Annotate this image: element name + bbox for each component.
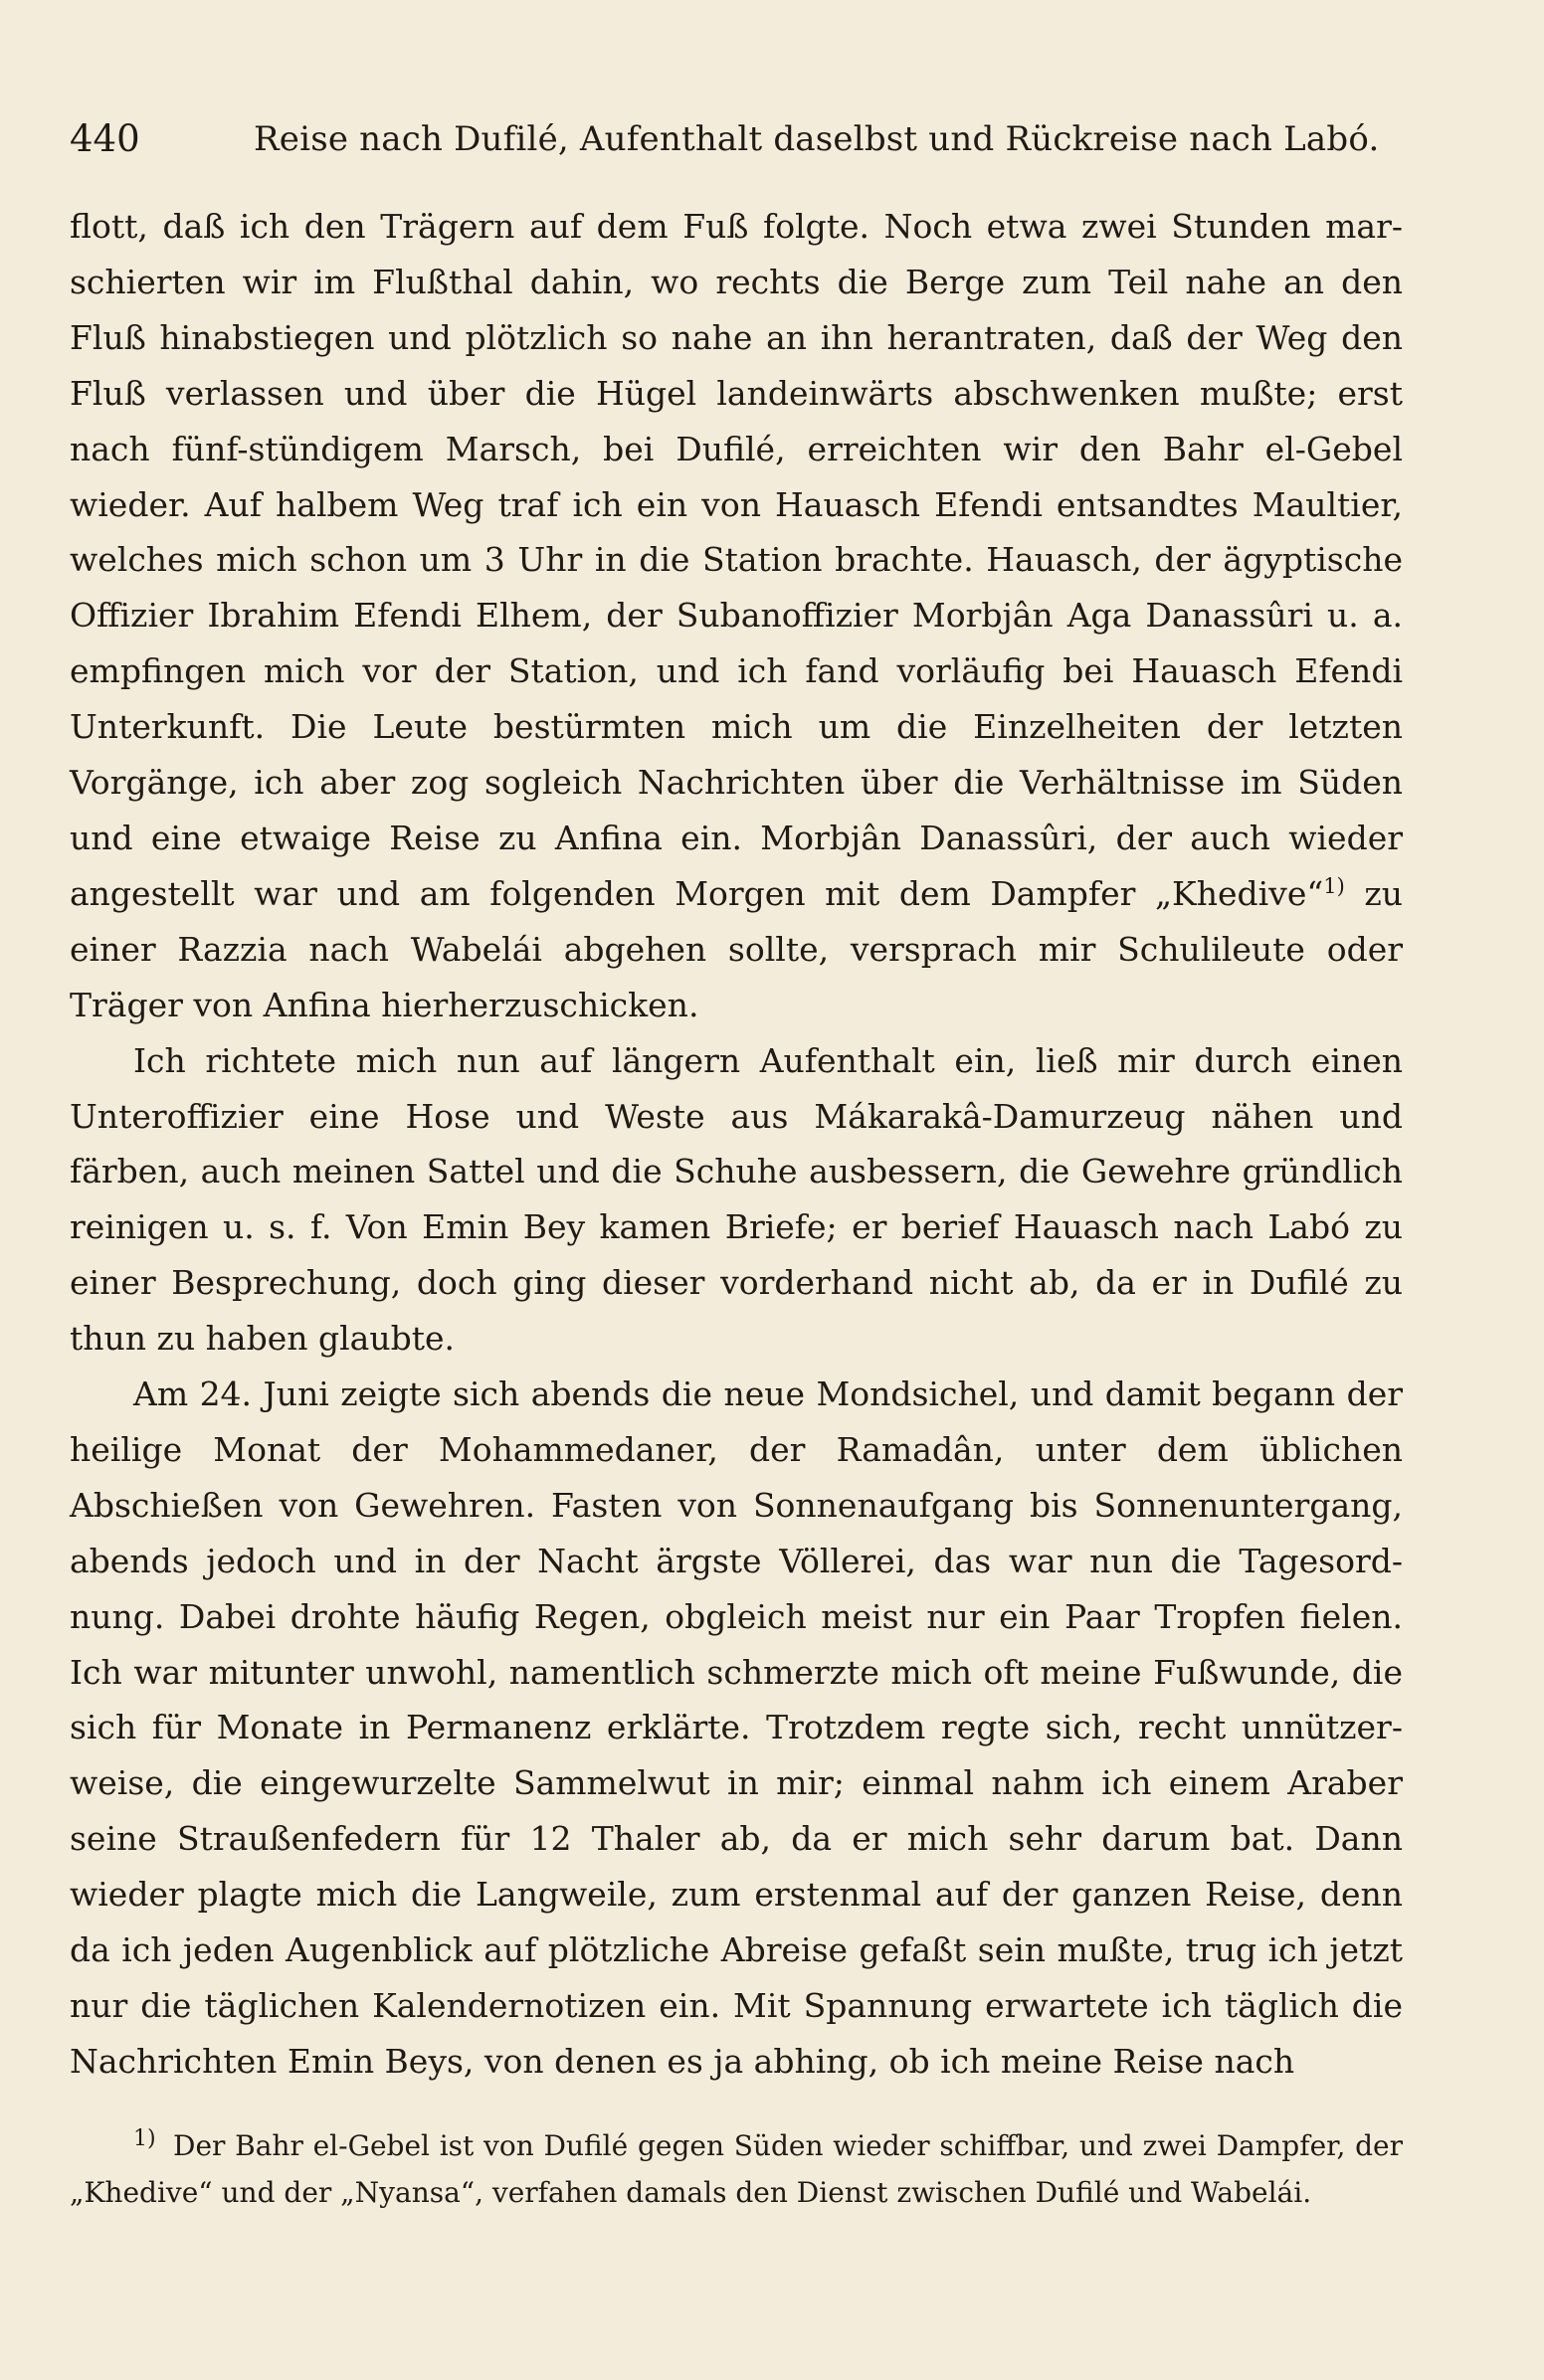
body-text xyxy=(70,199,1403,2090)
footnote-text: Der Bahr el-Gebel ist von Dufilé gegen Süden wieder schiffbar, und zwei Dampfer, der „Khedive“ und der „Nyansa“, verfahen damals den Dienst zwischen Dufilé und Wabelái. xyxy=(70,2129,1403,2209)
footnotes xyxy=(70,2123,1403,2216)
footnote-1: 1) Der Bahr el-Gebel ist von Dufilé gegen Süden wieder schiffbar, und zwei Dampfer, der „Khedive“ und der „Nyansa“, verfahen damals den Dienst zwischen Dufilé und Wabelái. xyxy=(70,2125,1403,2209)
running-head: Reise nach Dufilé, Aufenthalt daselbst und Rückreise nach Labó. xyxy=(254,119,1380,159)
paragraph-2: Ich richtete mich nun auf längern Aufenthalt ein, ließ mir durch einen Unteroffizier eine Hose und Weste aus Mákarakâ-Damurzeug nähen und färben, auch meinen Sattel und die Schuhe ausbessern, die Gewehre gründlich reinigen u. s. f. Von Emin Bey kamen Briefe; er berief Hauasch nach Labó zu einer Besprechung, doch ging dieser vorderhand nicht ab, da er in Dufilé zu thun zu haben glaubte. xyxy=(70,1040,1403,1359)
page-number: 440 xyxy=(70,117,140,160)
paragraph-1-text-a: flott, daß ich den Trägern auf dem Fuß folgte. Noch etwa zwei Stunden mar-schierten wir im Flußthal dahin, wo rechts die Berge zum Teil nahe an den Fluß hinabstiegen und plötzlich so nahe an ihn herantraten, daß der Weg den Fluß verlassen und über die Hügel landeinwärts abschwenken mußte; erst nach fünf-stündigem Marsch, bei Dufilé, erreichten wir den Bahr el-Gebel wieder. Auf halbem Weg traf ich ein von Hauasch Efendi entsandtes Maultier, welches mich schon um 3 Uhr in die Station brachte. Hauasch, der ägyptische Offizier Ibrahim Efendi Elhem, der Subanoffizier Morbjân Aga Danassûri u. a. empfingen mich vor der Station, und ich fand vorläufig bei Hauasch Efendi Unterkunft. Die Leute bestürmten mich um die Einzelheiten der letzten Vorgänge, ich aber zog sogleich Nachrichten über die Verhältnisse im Süden und eine etwaige Reise zu Anfina ein. Morbjân Danassûri, der auch wieder angestellt war und am folgenden Morgen mit dem Dampfer „Khedive“ xyxy=(70,207,1403,913)
paragraph-3: Am 24. Juni zeigte sich abends die neue Mondsichel, und damit begann der heilige Monat der Mohammedaner, der Ramadân, unter dem üblichen Abschießen von Gewehren. Fasten von Sonnenaufgang bis Sonnenuntergang, abends jedoch und in der Nacht ärgste Völlerei, das war nun die Tagesord-nung. Dabei drohte häufig Regen, obgleich meist nur ein Paar Tropfen fielen. Ich war mitunter unwohl, namentlich schmerzte mich oft meine Fußwunde, die sich für Monate in Permanenz erklärte. Trotzdem regte sich, recht unnützer-weise, die eingewurzelte Sammelwut in mir; einmal nahm ich einem Araber seine Straußenfedern für 12 Thaler ab, da er mich sehr darum bat. Dann wieder plagte mich die Langweile, zum erstenmal auf der ganzen Reise, denn da ich jeden Augenblick auf plötzliche Abreise gefaßt sein mußte, trug ich jetzt nur die täglichen Kalendernotizen ein. Mit Spannung erwartete ich täglich die Nachrichten Emin Beys, von denen es ja abhing, ob ich meine Reise nach xyxy=(70,1374,1403,2081)
paragraph-1-text-b: zu einer Razzia nach Wabelái abgehen sollte, versprach mir Schulileute oder Träger von Anfina hierherzuschicken. xyxy=(70,873,1403,1024)
paragraph-1 xyxy=(70,199,1403,1033)
footnote-marker: 1) xyxy=(1323,873,1345,898)
page-header xyxy=(70,109,1380,169)
